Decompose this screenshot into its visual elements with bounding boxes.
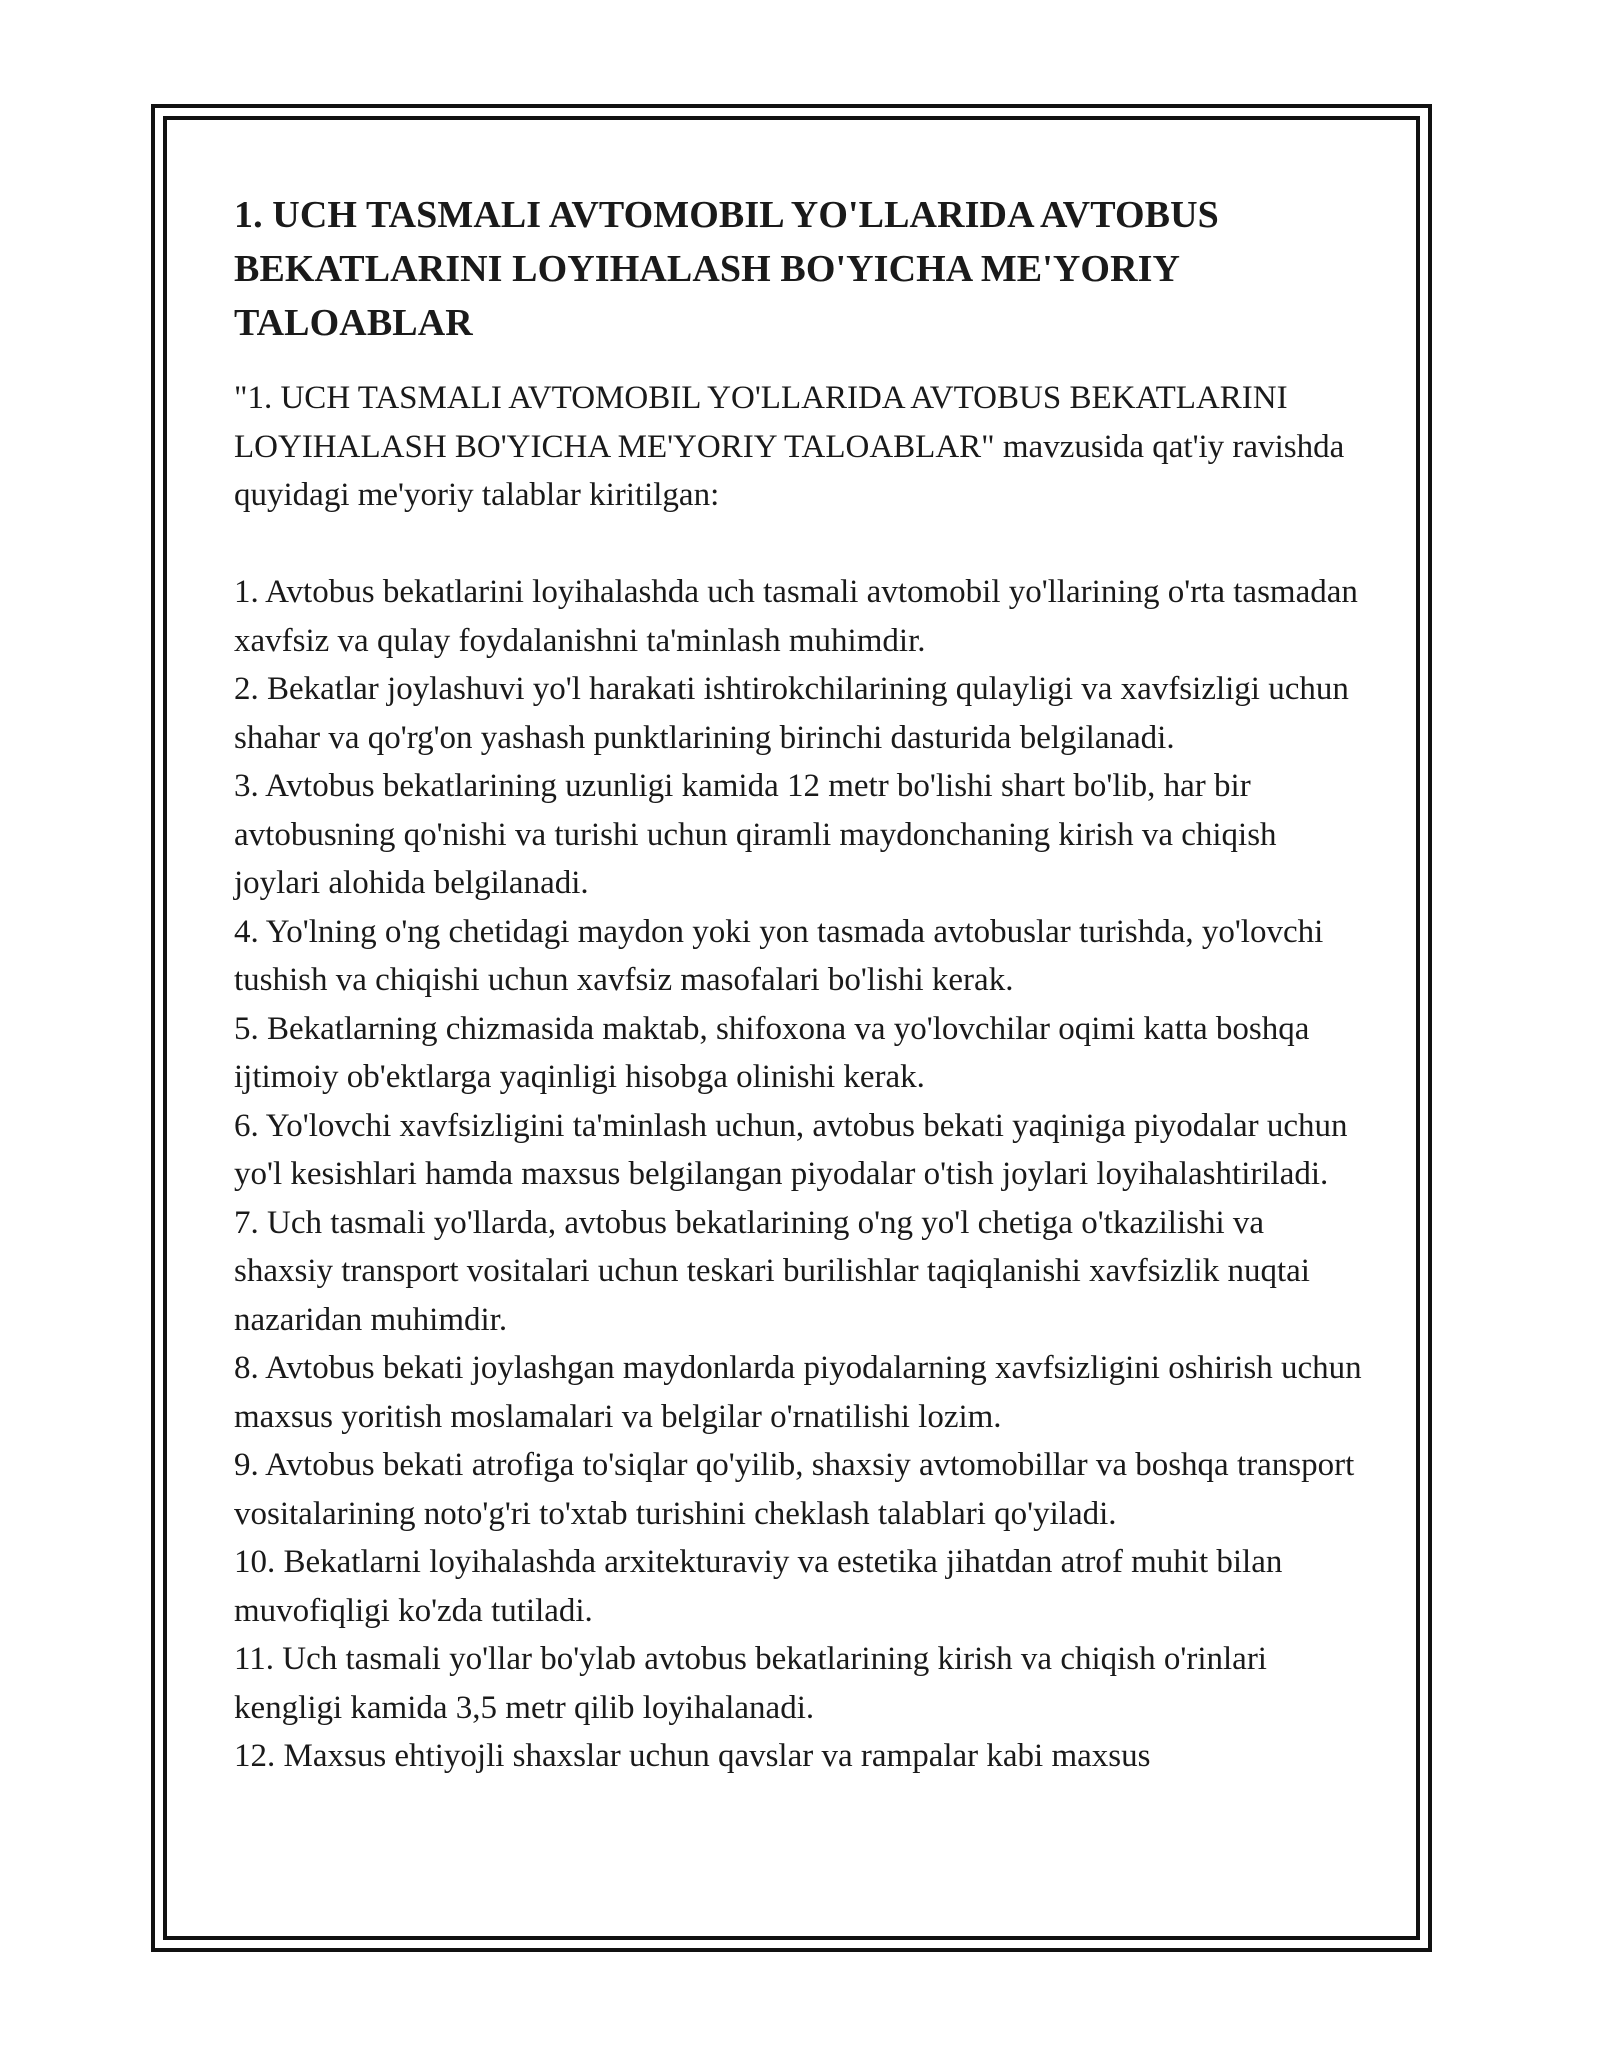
document-title: 1. UCH TASMALI AVTOMOBIL YO'LLARIDA AVTOBUS BEKATLARINI LOYIHALASH BO'YICHA ME'YORIY TALOABLAR (234, 194, 1219, 344)
list-item: 6. Yo'lovchi xavfsizligini ta'minlash uchun, avtobus bekati yaqiniga piyodalar uchun yo'l kesishlari hamda maxsus belgilangan piyodalar o'tish joylari loyihalashtiriladi. (234, 1107, 1348, 1192)
document-body (234, 188, 1364, 1781)
list-item: 4. Yo'lning o'ng chetidagi maydon yoki yon tasmada avtobuslar turishda, yo'lovchi tushish va chiqishi uchun xavfsiz masofalari bo'lishi kerak. (234, 913, 1324, 998)
list-item: 8. Avtobus bekati joylashgan maydonlarda piyodalarning xavfsizligini oshirish uchun maxsus yoritish moslamalari va belgilar o'rnatilishi lozim. (234, 1350, 1362, 1435)
list-item: 9. Avtobus bekati atrofiga to'siqlar qo'yilib, shaxsiy avtomobillar va boshqa transport vositalarining noto'g'ri to'xtab turishini cheklash talablari qo'yiladi. (234, 1447, 1355, 1532)
list-item: 12. Maxsus ehtiyojli shaxslar uchun qavslar va rampalar kabi maxsus (234, 1738, 1151, 1774)
list-item: 10. Bekatlarni loyihalashda arxitekturaviy va estetika jihatdan atrof muhit bilan muvofiqligi ko'zda tutiladi. (234, 1544, 1283, 1629)
list-item: 7. Uch tasmali yo'llarda, avtobus bekatlarining o'ng yo'l chetiga o'tkazilishi va shaxsiy transport vositalari uchun teskari burilishlar taqiqlanishi xavfsizlik nuqtai nazaridan muhimdir. (234, 1204, 1310, 1338)
list-item: 3. Avtobus bekatlarining uzunligi kamida 12 metr bo'lishi shart bo'lib, har bir avtobusning qo'nishi va turishi uchun qiramli maydonchaning kirish va chiqish joylari alohida belgilanadi. (234, 768, 1277, 901)
list-item: 2. Bekatlar joylashuvi yo'l harakati ishtirokchilarining qulayligi va xavfsizligi uchun shahar va qo'rg'on yashash punktlarining birinchi dasturida belgilanadi. (234, 671, 1349, 756)
list-item: 1. Avtobus bekatlarini loyihalashda uch tasmali avtomobil yo'llarining o'rta tasmadan xavfsiz va qulay foydalanishni ta'minlash muhimdir. (234, 574, 1358, 659)
requirements-list (234, 568, 1364, 1781)
intro-paragraph: "1. UCH TASMALI AVTOMOBIL YO'LLARIDA AVTOBUS BEKATLARINI LOYIHALASH BO'YICHA ME'YORIY TALOABLAR" mavzusida qat'iy ravishda quyidagi me'yoriy talablar kiritilgan: (234, 380, 1345, 513)
paragraph-spacer (234, 520, 1364, 569)
list-item: 11. Uch tasmali yo'llar bo'ylab avtobus bekatlarining kirish va chiqish o'rinlari kengligi kamida 3,5 metr qilib loyihalanadi. (234, 1641, 1267, 1726)
list-item: 5. Bekatlarning chizmasida maktab, shifoxona va yo'lovchilar oqimi katta boshqa ijtimoiy ob'ektlarga yaqinligi hisobga olinishi kerak. (234, 1010, 1310, 1095)
